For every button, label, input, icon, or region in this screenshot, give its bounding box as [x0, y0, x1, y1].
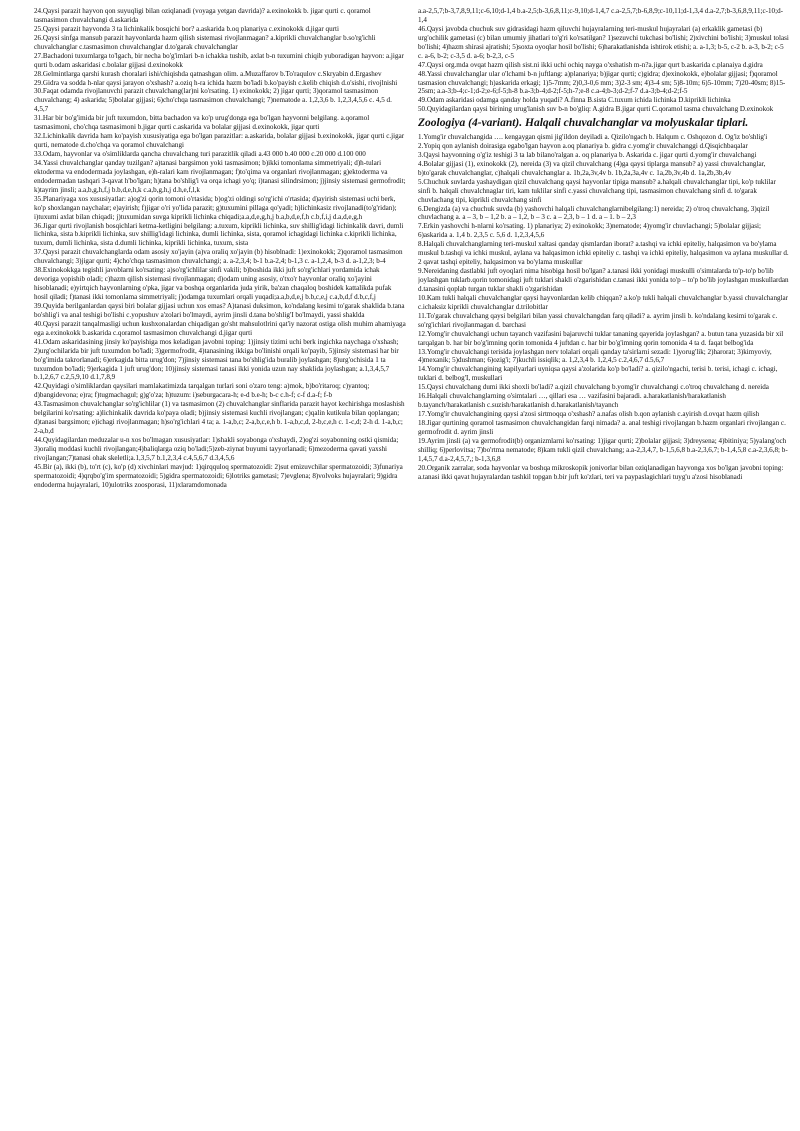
question-item: 46.Qaysi javobda chuchuk suv gidrasidagi hazm qiluvchi hujayralarning teri-muskul hujayralari (a) erkaklik gametasi (b) urg'ochilik gametasi (c) bilan umumiy jihatlari to'g'ri ko'rsatilgan? 1)sezuvchi tukchasi bo'lishi; 2)xivchini bo'lishi; 3)muskul tolasi bo'lishi; 4)hazm shirasi ajratishi; 5)soxta oyoqlar hosil bo'lishi; 6)harakatlanishda ishtirok etishi; a. a-1,3; b-5, c-2 b. a-3, b-2; c-5 c. a-6, b-2; c-3,5 d. a-6; b-2,3, c-5 [418, 24, 789, 60]
question-item: 3.Qaysi hayvonning o'g'iz teshigi 3 ta lab bilano'ralgan a. oq planariya b. Askarida c. jigar qurti d.yomg'ir chuvalchangi [418, 150, 757, 159]
question-item: 42.Quyidagi o'simliklardan qaysilari mamlakatimizda tarqalgan turlari soni o'zaro teng: a)mok, b)bo'ritaroq; c)yantoq; d)bangidevona; e)ra; f)tugmachagul; g)g'o'za; h)tuzum: i)seburgacarа-h; e-d b.e-h; b-c c.h-f; c-f d.a-f; f-b [34, 382, 370, 400]
question-item: 32.Lichinkalik davrida ham ko'payish xususiyatiga ega bo'lgan parazitlar: a.askarida, bolalar gijjasi b.exinokokk, jigar qurti c.jigar qurti, nematode d.cho'chqa va qoramol chuvalchangi [34, 132, 405, 150]
question-item: 40.Qaysi parazit tanqalmasligi uchun kushxonalardan chiqadigan go'sht mahsulotlrini qat'iy nazorat ostiga olish muhim ahamiyaga ega a.exinokokk b.askarida c.qoramol tasmasimon chuvalchangi d.jigar qurti [34, 319, 406, 337]
question-item: 6.Dengizda (a) va chuchuk suvda (b) yashovchi halqali chuvalchanglarnibelgilang:1) nereida; 2) o'troq chuvalchang, 3)qizil chuvlachang a. a – 3, b – 1,2 b. a – 1,2, b – 3 c. a – 2,3, b – 1 d. a – 1. b – 2,3 [418, 204, 770, 222]
question-item: 20.Organik zarralar, soda hayvonlar va boshqa mikroskopik jonivorlar bilan oziqlanadigan hayvonga xos bo'lgan javobni toping: a.tanasi ikki qavat hujayralardan tashkil topgan b.bir juft ko'zlari, teri va paypaslagichlari tuyg'u a'zosi hisoblanadi [418, 463, 784, 481]
question-item: 50.Quyidagilardan qaysi birining urug'lanish suv b-n bo'gliq: A.gidra B.jigar qurti C.qoramol tasma chuvalchang D.exinokok [418, 105, 774, 114]
question-item: 26.Qaysi sinfga mansub parazit hayvonlarda hazm qilish sistemasi rivojlanmagan? a.kiprikli chuvalchanglar b.so'rg'ichli chuvalchanglar c.tasmasimon chuvalchanglar d.to'garak chuvalchanglar [34, 33, 376, 51]
question-item: 28.Gelmintlarga qarshi kurash choralari ishi/chiqishda qatnashgan olim. a.Muzaffarov b.To'raqulov c.Skryabin d.Ergashev [34, 69, 382, 78]
question-item: 33.Odam, hayvonlar va o'simliklarda qancha chuvalchang turi parazitlik qiladi a.43 000 b.40 000 c.20 000 d.100 000 [34, 150, 366, 158]
question-item: 15.Qaysi chuvalchang dumi ikki shoxli bo'ladi? a.qizil chuvalchang b.yomg'ir chuvalchangi c.o'troq chuvalchang d. nereida [418, 383, 769, 392]
question-item: 10.Kam tukli halqali chuvalchanglar qaysi hayvonlardan kelib chiqqan? a.ko'p tukli halqali chuvalchanglar b.yassi chuvalchanglar c.ichaksiz kiprikli chuvalchanglar d.trilobitlar [418, 293, 789, 311]
question-item: 31.Har bir bo'g'imida bir juft tuxumdon, bitta bachadon va ko'p urug'donga ega bo'lgan hayvonni belgilang. a.qoramol tasmasimoni, cho'chqa tasmasimoni b.jigar qurti c.askarida va bolalar gijjasi d.exinokokk, jigar qurti [34, 114, 370, 132]
question-item: 30.Faqat odamda rivojlanuvchi parazit chuvalchang(lar)ni ko'rsating. 1) exinokokk; 2) jigar qurti; 3)qoramol tasmasimon chuvalchang; 4) askarida; 5)bolalar gijjasi; 6)cho'chqa tasmasimon chuvalchangi; 7)nematode a. 1,2,3,6 b. 1,2,3,4,5,6 c. 4,5 d. 4,5,7 [34, 87, 392, 114]
question-item: 49.Odam askaridasi odamga qanday holda yuqadi? A.finna B.sista C.tuxum ichida lichinka D.kiprikli lichinka [418, 96, 731, 105]
two-column-layout [34, 7, 790, 1125]
question-item: 41.Odam askaridasining jinsiy ko'payishiga mos keladigan javobni toping: 1)jinsiy tizimi uchi berk ingichka naychaga o'xshash; 2)urg'ochilarida bir juft tuxumdon bo'ladi; 3)germofrodit, 4)tanasining ikkiga bo'linishi orqali ko'payib, 5)jinsiy sistemasi har bir bo'g'imida takrorlanadi; 6)erkagida bitta urug'don; 7)jinsiy sistemasi tana bo'shlig'ida buralib joylashgan; 8)urg'ochisida 1 ta tuxumdon bo'ladi; 9)erkagida 1 juft urug'don; 10)jinsiy sistemasi tanasi ikki yonida uzun nay shaklida joylashgan; a.1,3,4,5,7 b.1,2,6,7 c.2,5,9,10 d.1,7,8,9 [34, 337, 399, 382]
question-item: 5.Chuchuk suvlarda yashaydigan qizil chuvalchang qaysi hayvonlar tipiga mansub? a.halqali chuvalchanglar tipi, ko'p tuklilar sinfi b. halqali chuvalchnaglar tiri, kam tuklilar sinfi c.yassi chuvalchang tipi, tasmasimon chuvalchang sinfi d. to'garak chuvlachang tipi, kiprikli chuvalchang sinfi [418, 177, 776, 204]
question-item: 35.Planariyaga xos xususiyatlar: a)og'zi qorin tomoni o'rtasida; b)og'zi oldingi so'rg'ichi o'rtasida; d)ayirish sistemasi uchi berk, ko'p shoxlangan naychalar; e)ayirish; f)jigar o'ri yo'lida parazit; g)tuxumini pillaga qo'yadi; h)lichinkasiz rivojlanadi(to'g'ridan); i)tuxumi axlat bilan chiqadi; j)tuxumidan suvga kiprikli lichinka chiqadi;a.a,d,e,g,h,j b.a,b,d,e,f,h c.b,f,i,j d.a,d,e,g,h [34, 194, 397, 221]
question-item: 38.Exinokokkga tegishli javoblarni ko'rsating: a)so'rg'ichlilar sinfi vakili; b)boshida ikki juft so'rg'ichlari yordamida ichak devoriga yopishib oladi; c)hazm qilish sistemasi rivojlanmagan; d)odam uning asosiy, o'txo'r hayvonlar oraliq xo'jayini hisoblanadi; e)yirtqich hayvonlarning o'pka, jigar va boshqa organlarida juda yirik, ba'zan chaqaloq boshidek kattalikda pufak hosil qiladi; f)tanasi ikki tomonlama simmetriyali; j)odamga tuxumlari orqali yuqadi;a.a,b,d,e,j b.b,c,e,j c.a,b,d,f d.b,c,f,j [34, 266, 392, 301]
question-item: 25.Qaysi parazit hayvonda 3 ta lichinkalik bosqichi bor? a.askarida b.oq planariya c.exinokokk d.jigar qurti [34, 24, 339, 33]
question-item: 44.Quyidagilardan meduzalar u-n xos bo'lmagan xususiyatlar: 1)shakli soyabonga o'xshaydi, 2)og'zi soyabonning ostki qismida; 3)oraliq moddasi kuchli rivojlangan;4)baliqlarga oziq bo'ladi;5)zeb-ziynat buyumi tayyorlanadi; 6)mezoderma qavati yaxshi rivojlangan;7)tanasi ohak skeletli;a.1,3,5,7 b.1,2,3,4 c.4,5,6,7 d.3,4,5,6 [34, 436, 399, 462]
section-heading: Zoologiya (4-variant). Halqali chuvalchanglar va molyuskalar tiplari. [418, 117, 749, 130]
right-column [418, 7, 790, 1125]
question-item: 7.Erkin yashovchi h-nlarni ko'rsating. 1) planariya; 2) exinokokk; 3)nematode; 4)yomg'ir chuvlachangi; 5)bolalar gijjasi; 6)askarida a. 1,4 b. 2,3,5 c. 5,6 d. 1,2,3,4,5,6 [418, 222, 761, 240]
question-item: 4.Bolalar gijjasi (1), exinokokk (2), nereida (3) va qizil chuvalchang (4)ga qaysi tiplarga mansub? a) yassi chuvalchanglar, b)to'garak chuvalchanglar, c)halqali chuvalchanglar a. 1b,2a,3v,4v b. 1b,2a,3a,4v c. 1a,2b,3v,4b d. 1a,2b,3b,4v [418, 159, 766, 177]
question-item: 37.Qaysi parazit chuvalchanglarda odam asosiy xo'jayin (a)va oraliq xo'jayin (b) hisoblnadi: 1)exinokokk; 2)qoramol tasmasimon chuvalchangi; 3)jigar qurti; 4)cho'chqa tasmasimon chuvalchangi; a. a-2,3,4; b-1 b.a-2,4; b-1,3 c. a-1,2,4, b-3 d. a-1,2,3; b-4 [34, 248, 403, 266]
question-item: 34.Yassi chuvalchanglar qanday tuzilgan? a)tanasi bargsimon yoki tasmasimon; b)ikki tomonlama simmetriyali; d)h-tulari ektoderma va endodermada joylashgan, e)h-ralari kam rivojlanmagan; f)to'qima va organlari rivojlanmagan; g)ektoderma va endodermadan tashqari 3-qavat h'bo'lgan; h)tana bo'shlig'i va orqa ichagi yo'q; i)tanasi silindrsimon; j)jinsiy sistemasi germofrodit; k)tayrim jinsli; a.a,b,g,h,f,j b.b,d,e,h,k c.a,b,g,h,j d.h,e,f,l,k [34, 158, 406, 194]
question-item: 14.Yomg'ir chuvalchangining kapilyarlari uyniqsa qaysi a'zolarida ko'p bo'ladi? a. qizilo'ngachi, terisi b. terisi, ichagi c. ichagi, tuklari d. belbog'I, muskullari [418, 365, 778, 383]
question-item: 29.Gidra va sodda h-nlar qaysi jarayon o'xshash? a.oziq h-ra ichida hazm bo'ladi b.ko'payish c.kelib chiqish d.o'sishi, rivojlnishi [34, 78, 398, 87]
question-item: 39.Quyida berilganlardan qaysi biri bolalar gijjasi uchun xos emas? A)tanasi duksimon, ko'ndalang kesimi to'garak shaklida b.tana bo'shlig'i va anal teshigi bo'lishi c.yopushuv a'zolari bo'lmaydi, ayrim jinsli d.tana bo'shlig'I bo'lmaydi, yassi shaklda [34, 301, 405, 319]
question-item: 17.Yomg'ir chuvalchangining qaysi a'zosi sirtmoqqa o'xshash? a.nafas olish b.qon aylanish c.ayirish d.ovqat hazm qilish [418, 410, 760, 419]
question-item: 2.Yopiq qon aylanish doirasiga egabo'lgan hayvon a.oq planariya b. gidra c.yomg'ir chuvalchanggi d.Qisqichbaqalar [418, 141, 748, 150]
question-item: 9.Nereidaning dastlabki juft oyoqlari nima hisobiga hosil bo'lgan? a.tanasi ikki yonidagi muskulli o'simtalarda to'p-to'p bo'lib joylashgan tuklarb.qorin tomonidagi juft tuklari shakli o'zgarishidan c.tanasi ikki yonida to'p – to'p bo'lib joylashgan muskullardan d.tanasini qoplab turgan tuklar shakli o'zgarishidan [418, 267, 789, 293]
question-item: 36.Jigar qurti rivojlanish bosqichlari ketma-ketligini belgilang: a.tuxum, kiprikli lichinka, suv shillig'idagi lichinkalik davri, dumli lichinka, sista b.kiprikli lichinka, suv shillig'idagi lichinka, dumli lichinka, sista, qoramol ichagidagi lichinka c.kiprikli lichinka, tuxum, dumli lichinka, sista d.dumli lichinka, kiprikli lichinka, tuxum, sista [34, 221, 404, 248]
question-item: 13.Yomg'ir chuvalchangi terisida joylashgan nerv tolalari orqali qanday ta'sirlarni sezadi: 1)yorug'lik; 2)harorat; 3)kimyoviy, 4)mexanik; 5)dushman; 6)ozig'i; 7)kuchli issiqlik; a. 1,2,3,4 b. 1,2,4,5 c.2,4,6,7 d.5,6,7 [418, 347, 772, 365]
question-item: a.a-2,5,7;b-3,7,8,9,11;c-6,10;d-1,4 b.a-2,5;b-3,6,8,11;c-9,10;d-1,4,7 c.a-2,5,7;b-6,8,9;c-10,11;d-1,3,4 d.a-2,7;b-3,6,8,9,11;c-10;d-1,4 [418, 7, 783, 24]
question-item: 18.Jigar qurtining qoramol tasmasimon chuvalchangidan farqi nimada? a. anal teshigi rivojlangan b.hazm organlari rivojlangan c. germofrodit d. ayrim jinsli [418, 419, 786, 436]
question-item: 8.Halqali chuvalchanglarning teri-muskul xaltasi qanday qismlardan iborat? a.tashqi va ichki epiteliy, halqasimon va bo'ylama muskul b.tashqi va ichki muskul, aylana va halqasimon ichki epiteliy c. tashqi va ichki epiteliy, halqasimon va aylana muskullar d. 2 qavat tashqi epiteliy, halqasimon va bo'ylama muskullar [418, 240, 789, 267]
question-item: 12.Yomg'ir chuvalchangi uchun tayanch vazifasini bajaruvchi tuklar tananing qayerida joylashgan? a. butun tana yuzasida bir xil tarqalgan b. har bir bo'g'imning qorin tomonida 4 juftdan c. har bir bo'g'imning qorin tomonida 4 ta d. faqat belbog'ida [418, 329, 784, 347]
question-item: 19.Ayrim jinsli (a) va germofrodit(b) organizmlarni ko'rsating: 1)jigar qurti; 2)bolalar gijjasi; 3)dreysena; 4)bitiniya; 5)yalang'och shilliq; 6)perlovitsa; 7)bo'rtma nematode; 8)kam tukli qizil chuvalchang; a.a-2,3,4,7, b-1,5,6,8 b.a-2,3,6,7; b-1,4,5,8 c.a-2,3,6,8; b-1,4,5,7 d.a-2,4,5,7,; b-1,3,6,8 [418, 436, 788, 463]
question-item: 16.Halqali chuvalchanglarning o'simtalari …, qillari esa … vazifasini bajaradi. a.harakatlanish/harakatlanish b.tayanch/harakatlanish c.suzish/harakatlanish d.harakatlanish/tayanch [418, 392, 726, 410]
question-item: 24.Qaysi parazit hayvon qon suyuqligi bilan oziqlanadi (voyaga yetgan davrida)? a.exinokokk b. jigar qurti c. qoramol tasmasimon chuvalchangi d.askarida [34, 7, 371, 24]
question-item: 48.Yassi chuvalchanglar ular o'lchami b-n juftlang: a)planariya; b)jigar qurti; c)gidra; d)exinokokk, e)bolalar gijjasi; f)qoramol tasmasion chuvalchangi; h)askarida erkagi; 1)5-7mm; 2)0,3-0,6 mm; 3)2-3 sm; 4)3-4 sm; 5)8-10m; 6)5-10mm; 7)20-40sm; 8)15-25sm; a.a-3;b-4;c-1;d-2;e-6;f-5;h-8 b.a-3;b-4;d-2;f-5;h-7;e-8 c.a-4;b-3;d-2;f-7 d.a-3;b-4;d-2;f-5 [418, 69, 786, 96]
question-item: 47.Qaysi org.mda ovqat hazm qilish sist.ni ikki uchi ochiq nayga o'xshatish m-n?a.jigar qurt b.askarida c.planaiya d.gidra [418, 60, 763, 69]
question-item: 43.Tasmasimon chuvalchanglar so'rg'ichlilar (1) va tasmasimon (2) chuvalchanglar sinflarida parazit hayot kechirishga moslashish belgilarini ko'rsating: a)lichinkalik davrida ko'paya oladi; b)jinsiy sistemasi kuchli rivojlangan; c)qalin kutikula bilan qoplangan; d)tanasi bargsimon; e)ichagi rivojlanmagan; h)so'rg'ichlari 4 ta; a. 1-a,b,c; 2-a,b,c,e,h b. 1-a,b,c,d, 2-b,c,e,h c. 1-c,d; 2-h d. 1-a,b,c; 2-a,b,d [34, 400, 405, 436]
question-item: 11.To'garak chuvalchang qaysi belgilari bilan yassi chuvalchangdan farq qiladi? a. ayrim jinsli b. ko'ndalang kesimi to'garak c. so'rg'ichlari rivojlanmagan d. barchasi [418, 311, 778, 329]
question-item: 45.Bir (a), ikki (b), to'rt (c), ko'p (d) xivchinlari mavjud: 1)qirqquloq spermatozoidi: 2)sut emizuvchilar spermatozoidi; 3)funariya spermatozoidi; 4)qrqbo'g'im spermatozoidi; 5)gidra spermatozoidi; 6)lotriks gametasi; 7)evglena; 8)volvoks hujayralari; 9)gidra endoderma hujayralari, 10)ulotriks zoosporasi, 11)xlaramdomonada [34, 462, 403, 489]
question-item: 27.Bachadoni tuxumlarga to'lgach, bir necha bo'g'imlari b-n ichakka tushib, axlat b-n tuxumini chiqib yuboradigan hayvon: a.jigar qurti b.odam askaridasi c.bolalar gijjasi d.exinokokk [34, 51, 404, 69]
question-item: 1.Yomg'ir chuvalchangida …. kengaygan qismi jig'ildon deyiladi a. Qizilo'ngach b. Halqum c. Oshqozon d. Og'iz bo'shlig'i [418, 133, 768, 142]
left-column [34, 7, 406, 1125]
